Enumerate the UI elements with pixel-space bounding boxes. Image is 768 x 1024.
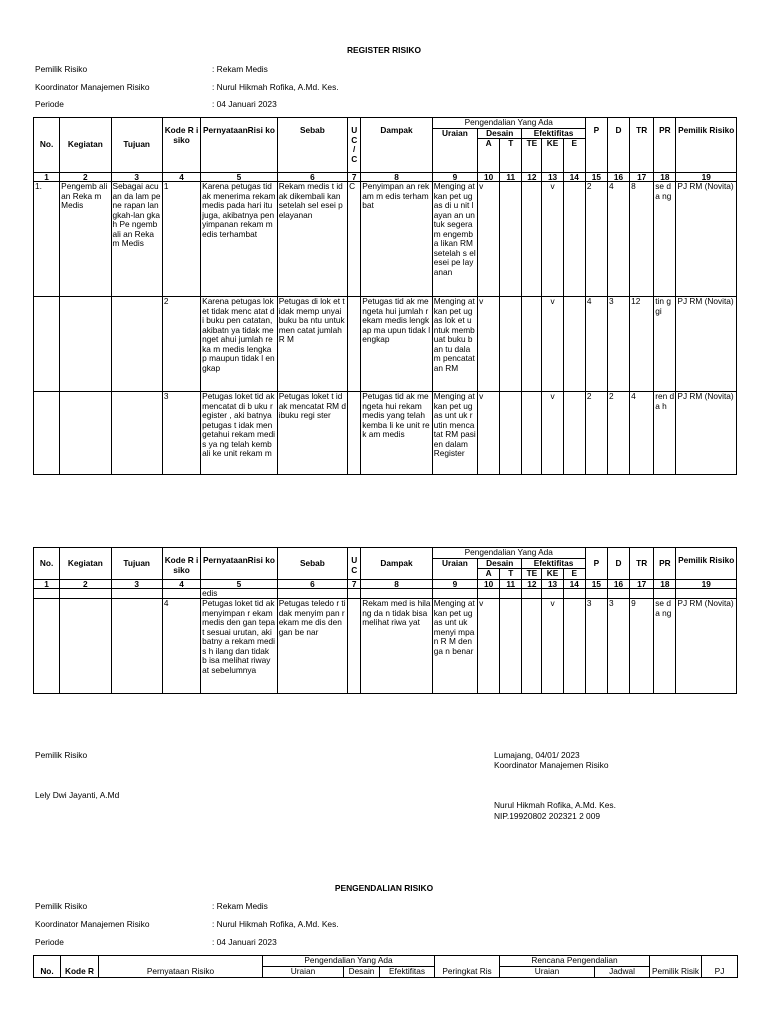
column-number-row (34, 579, 737, 588)
signature-right-title: Koordinator Manajemen Risiko (494, 760, 609, 770)
col-number: 2 (60, 579, 111, 588)
cell-empty (34, 588, 60, 599)
col-pernyataan: PernyataanRisi ko (201, 118, 278, 173)
cell-empty (563, 588, 585, 599)
col-uraian: Uraian (432, 558, 477, 579)
col-number: 2 (60, 173, 111, 182)
cell-kode: 3 (162, 392, 200, 475)
cell-e (563, 392, 585, 475)
table-row (34, 392, 737, 475)
col-t: T (500, 139, 522, 173)
col-number: 10 (478, 173, 500, 182)
cell-d: 4 (607, 182, 629, 297)
table-row (34, 588, 737, 599)
cell-ke: v (542, 182, 563, 297)
cell-pr: se da ng (654, 182, 676, 297)
col-kegiatan: Kegiatan (60, 548, 111, 580)
col-number: 8 (361, 579, 433, 588)
col-number: 9 (432, 579, 477, 588)
col-number: 10 (478, 579, 500, 588)
meta-label: Pemilik Risiko (35, 64, 88, 74)
col-desain: Desain (478, 558, 522, 569)
cell-e (563, 297, 585, 392)
cell-e (563, 182, 585, 297)
cell-uc: C (348, 182, 361, 297)
col-pernyataan: Pernyataan Risiko (99, 956, 263, 978)
cell-empty (585, 588, 607, 599)
cell-dampak: Petugas tid ak mengeta hui jumlah r ekam medis lengkap ma upun tidak l engkap (361, 297, 433, 392)
col-rencana: Rencana Pengendalian (500, 956, 650, 967)
col-sebab: Sebab (277, 548, 347, 580)
cell-sebab: Petugas teledo r tidak menyim pan rekam me dis dengan be nar (277, 599, 347, 694)
col-number: 13 (542, 173, 563, 182)
col-uc: U C / C (348, 118, 361, 173)
cell-p: 2 (585, 182, 607, 297)
col-t: T (500, 569, 522, 580)
cell-tr: 12 (630, 297, 654, 392)
col-pernyataan: PernyataanRisi ko (201, 548, 278, 580)
meta-label: Periode (35, 937, 64, 947)
pengendalian-table (33, 955, 738, 978)
col-number: 6 (277, 579, 347, 588)
col-pemilik: Pemilik Risiko (676, 118, 737, 173)
col-p: P (585, 118, 607, 173)
cell-tr: 8 (630, 182, 654, 297)
cell-pernyataan: Petugas loket tid ak mencatat di b uku register , aki batnya petugas t idak mengetahui rekam medis ya ng telah kembali ke unit rekam m (201, 392, 278, 475)
cell-kode: 2 (162, 297, 200, 392)
col-dampak: Dampak (361, 118, 433, 173)
col-number: 17 (630, 173, 654, 182)
cell-empty (654, 588, 676, 599)
cell-dampak: Penyimpan an rekam m edis terham bat (361, 182, 433, 297)
col-number: 11 (500, 173, 522, 182)
cell-pemilik: PJ RM (Novita) (676, 392, 737, 475)
col-pj: PJ (702, 956, 738, 978)
cell-empty (500, 588, 522, 599)
col-number: 12 (522, 173, 542, 182)
col-ke: KE (542, 569, 563, 580)
cell-tr: 9 (630, 599, 654, 694)
cell-e (563, 599, 585, 694)
col-number: 18 (654, 579, 676, 588)
register-table-continued (33, 547, 737, 694)
meta-value: : Rekam Medis (212, 901, 268, 911)
cell-a: v (478, 392, 500, 475)
cell-uc (348, 297, 361, 392)
cell-empty (432, 588, 477, 599)
table-row (34, 297, 737, 392)
col-number: 14 (563, 579, 585, 588)
col-a: A (478, 139, 500, 173)
col-number: 15 (585, 579, 607, 588)
col-number: 14 (563, 173, 585, 182)
col-number: 1 (34, 173, 60, 182)
cell-empty (277, 588, 347, 599)
col-efektifitas: Efektifitas (380, 966, 435, 977)
cell-t (500, 182, 522, 297)
header-row (34, 118, 737, 129)
cell-d: 2 (607, 392, 629, 475)
header-row (34, 548, 737, 559)
col-d: D (607, 118, 629, 173)
cell-uraian: Menging atkan pet ugas di u nit layan an untuk segera m engemba likan RM setelah s elesei pe layanan (432, 182, 477, 297)
cell-empty (60, 588, 111, 599)
col-number: 9 (432, 173, 477, 182)
col-pemilik: Pemilik Risiko (676, 548, 737, 580)
col-tujuan: Tujuan (111, 548, 162, 580)
col-efektifitas: Efektifitas (522, 128, 585, 139)
cell-empty (676, 588, 737, 599)
cell-d: 3 (607, 599, 629, 694)
signature-place-date: Lumajang, 04/01/ 2023 (494, 750, 580, 760)
cell-empty (542, 588, 563, 599)
cell-d: 3 (607, 297, 629, 392)
cell-pernyataan: Petugas loket tid ak menyimpan r ekam medis den gan tepat sesuai urutan, akibatny a rekam medis h ilang dan tidak b isa melihat riway at sebelumnya (201, 599, 278, 694)
col-sebab: Sebab (277, 118, 347, 173)
cell-ke: v (542, 392, 563, 475)
cell-tr: 4 (630, 392, 654, 475)
col-number: 16 (607, 173, 629, 182)
cell-a: v (478, 599, 500, 694)
col-peringkat: Peringkat Ris (435, 956, 500, 978)
cell-kegiatan (60, 392, 111, 475)
cell-no (34, 392, 60, 475)
cell-empty (478, 588, 500, 599)
col-e: E (563, 139, 585, 173)
col-number: 3 (111, 579, 162, 588)
col-number: 5 (201, 173, 278, 182)
col-number: 7 (348, 579, 361, 588)
cell-te (522, 599, 542, 694)
col-jadwal: Jadwal (595, 966, 650, 977)
cell-empty (607, 588, 629, 599)
pengendalian-title: PENGENDALIAN RISIKO (334, 883, 434, 893)
cell-a: v (478, 297, 500, 392)
cell-pr: tin ggi (654, 297, 676, 392)
signature-right-nip: NIP.19920802 202321 2 009 (494, 811, 601, 821)
cell-empty (111, 588, 162, 599)
col-d: D (607, 548, 629, 580)
meta-label: Koordinator Manajemen Risiko (35, 82, 150, 92)
cell-pemilik: PJ RM (Novita) (676, 182, 737, 297)
cell-kegiatan (60, 297, 111, 392)
col-number: 6 (277, 173, 347, 182)
cell-pr: se da ng (654, 599, 676, 694)
signature-left-title: Pemilik Risiko (35, 750, 88, 760)
register-table (33, 117, 737, 475)
cell-sebab: Petugas loket t idak mencatat RM dibuku regi ster (277, 392, 347, 475)
meta-value: : 04 Januari 2023 (212, 937, 277, 947)
cell-pernyataan: Karena petugas loket tidak menc atat di buku pen catatan, akibatn ya tidak menget ahui jumlah reka m medis lengka p maupun tidak l engkap (201, 297, 278, 392)
col-te: TE (522, 139, 542, 173)
signature-left-name: Lely Dwi Jayanti, A.Md (35, 790, 120, 800)
col-kode: Kode R (61, 956, 99, 978)
cell-kegiatan (60, 599, 111, 694)
col-desain: Desain (344, 966, 380, 977)
cell-p: 4 (585, 297, 607, 392)
cell-te (522, 392, 542, 475)
col-efektifitas: Efektifitas (522, 558, 585, 569)
col-pengendalian: Pengendalian Yang Ada (263, 956, 435, 967)
col-number: 19 (676, 173, 737, 182)
cell-pemilik: PJ RM (Novita) (676, 297, 737, 392)
cell-uc (348, 392, 361, 475)
col-desain: Desain (478, 128, 522, 139)
cell-dampak: Petugas tid ak mengeta hui rekam medis yang telah kemba li ke unit rek am medis (361, 392, 433, 475)
col-number: 17 (630, 579, 654, 588)
col-uraian-rencana: Uraian (500, 966, 595, 977)
register-title: REGISTER RISIKO (347, 45, 421, 55)
cell-pr: ren da h (654, 392, 676, 475)
cell-no (34, 297, 60, 392)
cell-tujuan (111, 392, 162, 475)
cell-pemilik: PJ RM (Novita) (676, 599, 737, 694)
cell-sebab: Rekam medis t idak dikembali kan setelah sel esei pelayanan (277, 182, 347, 297)
column-number-row (34, 173, 737, 182)
meta-label: Pemilik Risiko (35, 901, 88, 911)
col-number: 11 (500, 579, 522, 588)
col-a: A (478, 569, 500, 580)
col-number: 15 (585, 173, 607, 182)
cell-empty (348, 588, 361, 599)
cell-tujuan (111, 297, 162, 392)
col-number: 12 (522, 579, 542, 588)
col-ke: KE (542, 139, 563, 173)
cell-tujuan: Sebagai acuan da lam pene rapan lan gkah-lan gkah Pe ngembali an Reka m Medis (111, 182, 162, 297)
meta-value: : 04 Januari 2023 (212, 99, 277, 109)
cell-kode: 4 (162, 599, 200, 694)
cell-tujuan (111, 599, 162, 694)
col-number: 4 (162, 173, 200, 182)
cell-t (500, 392, 522, 475)
col-tr: TR (630, 548, 654, 580)
col-uc: U C (348, 548, 361, 580)
cell-empty (162, 588, 200, 599)
cell-te (522, 182, 542, 297)
cell-ke: v (542, 599, 563, 694)
meta-value: : Nurul Hikmah Rofika, A.Md. Kes. (212, 919, 339, 929)
signature-right-name: Nurul Hikmah Rofika, A.Md. Kes. (494, 800, 616, 810)
cell-uraian: Menging atkan pet ugas unt uk menyi mpan R M denga n benar (432, 599, 477, 694)
col-kegiatan: Kegiatan (60, 118, 111, 173)
cell-empty (361, 588, 433, 599)
col-p: P (585, 548, 607, 580)
col-pengendalian: Pengendalian Yang Ada (432, 548, 585, 559)
col-kode: Kode R isiko (162, 548, 200, 580)
col-pengendalian: Pengendalian Yang Ada (432, 118, 585, 129)
cell-empty (522, 588, 542, 599)
cell-kegiatan: Pengemb alian Reka m Medis (60, 182, 111, 297)
col-number: 4 (162, 579, 200, 588)
col-number: 16 (607, 579, 629, 588)
col-no: No. (34, 118, 60, 173)
cell-no (34, 599, 60, 694)
col-pemilik: Pemilik Risik (650, 956, 702, 978)
col-uraian: Uraian (432, 128, 477, 173)
col-number: 18 (654, 173, 676, 182)
col-uraian: Uraian (263, 966, 344, 977)
col-number: 3 (111, 173, 162, 182)
col-number: 7 (348, 173, 361, 182)
table-row (34, 182, 737, 297)
cell-uraian: Menging atkan pet ugas unt uk rutin mencatat RM pasi en dalam Register (432, 392, 477, 475)
cell-uc (348, 599, 361, 694)
cell-a: v (478, 182, 500, 297)
col-no: No. (34, 548, 60, 580)
header-row (34, 956, 738, 967)
meta-label: Periode (35, 99, 64, 109)
col-dampak: Dampak (361, 548, 433, 580)
meta-value: : Rekam Medis (212, 64, 268, 74)
cell-pernyataan: Karena petugas tidak menerima rekam medis pada hari itu juga, akibatnya penyimpanan rekam medis terhambat (201, 182, 278, 297)
meta-value: : Nurul Hikmah Rofika, A.Md. Kes. (212, 82, 339, 92)
cell-ke: v (542, 297, 563, 392)
col-te: TE (522, 569, 542, 580)
col-number: 13 (542, 579, 563, 588)
cell-uraian: Menging atkan pet ugas lok et untuk membuat buku ban tu dalam pencatat an RM (432, 297, 477, 392)
cell-t (500, 599, 522, 694)
col-no: No. (34, 956, 61, 978)
cell-p: 2 (585, 392, 607, 475)
cell-empty (630, 588, 654, 599)
col-pr: PR (654, 548, 676, 580)
meta-label: Koordinator Manajemen Risiko (35, 919, 150, 929)
col-number: 1 (34, 579, 60, 588)
cell-kode: 1 (162, 182, 200, 297)
cell-te (522, 297, 542, 392)
col-kode: Kode R isiko (162, 118, 200, 173)
cell-p: 3 (585, 599, 607, 694)
cell-t (500, 297, 522, 392)
cell-no: 1. (34, 182, 60, 297)
col-tr: TR (630, 118, 654, 173)
col-number: 19 (676, 579, 737, 588)
cell-dampak: Rekam med is hilang da n tidak bisa melihat riwa yat (361, 599, 433, 694)
col-tujuan: Tujuan (111, 118, 162, 173)
cell-sebab: Petugas di lok et tidak memp unyai buku ba ntu untuk men catat jumlah R M (277, 297, 347, 392)
col-e: E (563, 569, 585, 580)
cell-pernyataan: edis (201, 588, 278, 599)
col-number: 8 (361, 173, 433, 182)
col-number: 5 (201, 579, 278, 588)
col-pr: PR (654, 118, 676, 173)
table-row (34, 599, 737, 694)
